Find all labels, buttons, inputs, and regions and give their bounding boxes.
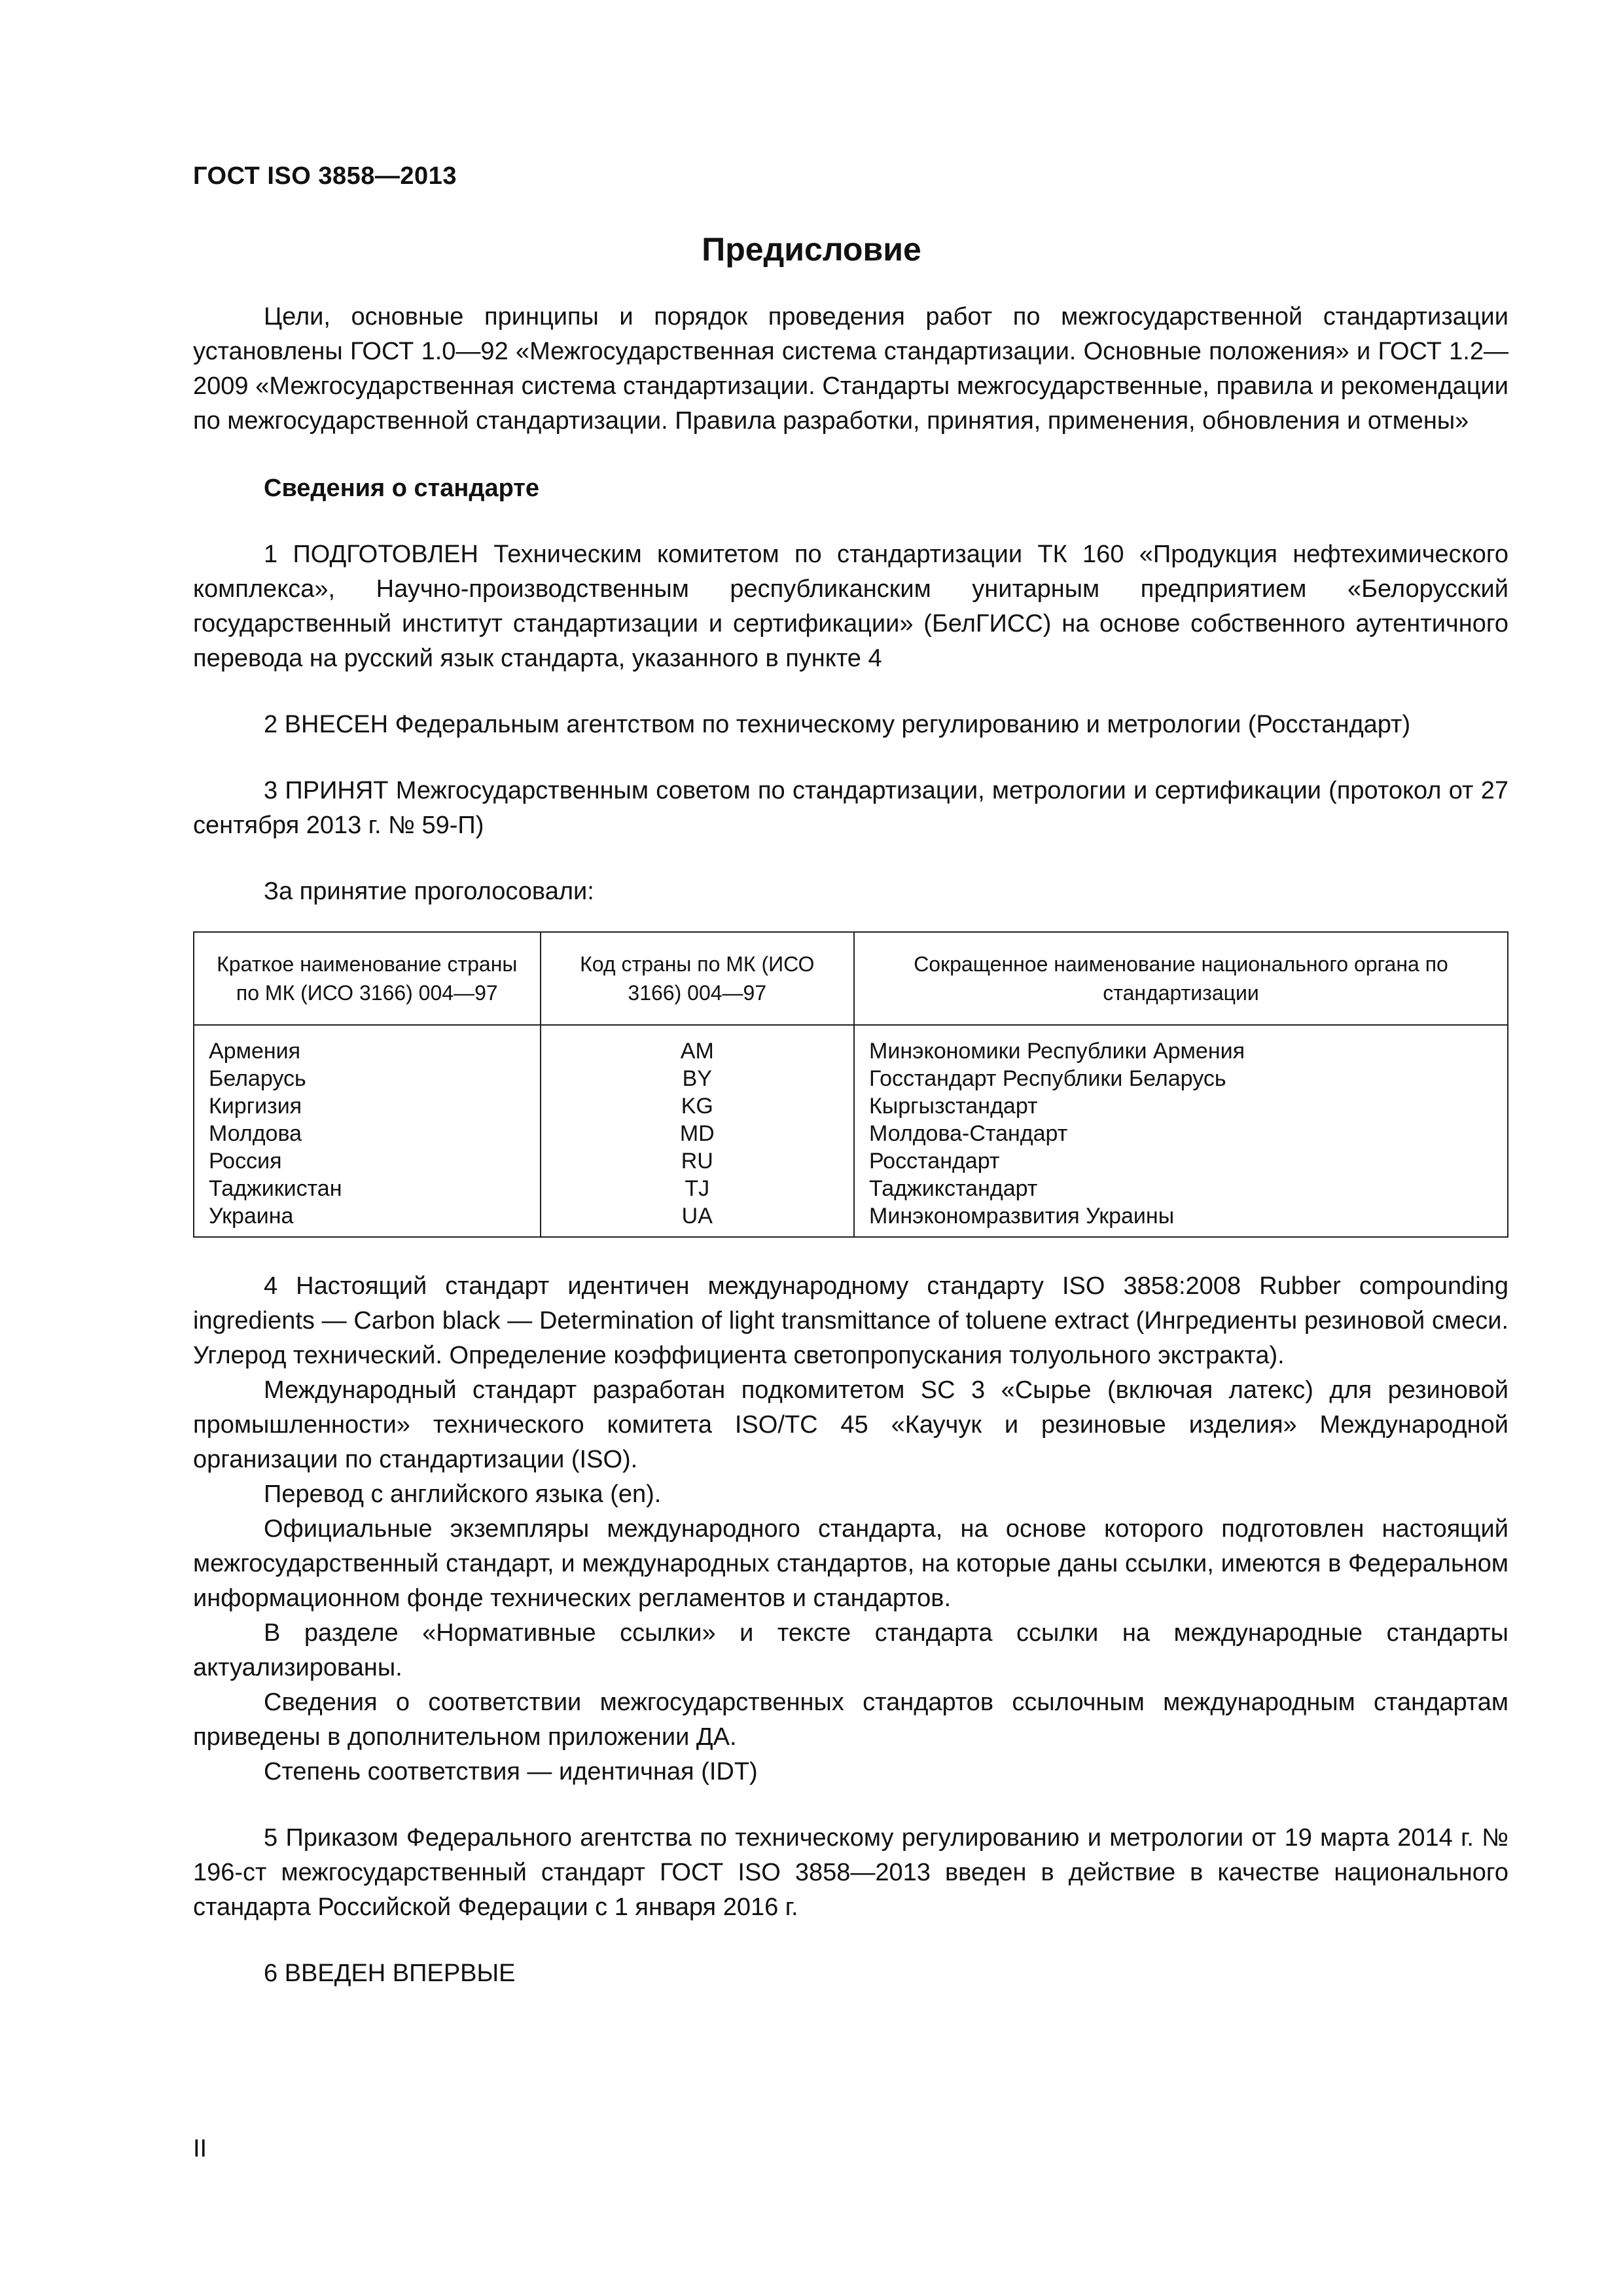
header-country-code: Код страны по МК (ИСО 3166) 004—97 xyxy=(541,932,854,1025)
header-national-body: Сокращенное наименование национального органа по стандартизации xyxy=(854,932,1508,1025)
national-body: Таджикстандарт xyxy=(854,1175,1508,1202)
item-2-paragraph: 2 ВНЕСЕН Федеральным агентством по техническому регулированию и метрологии (Росстандарт) xyxy=(264,711,1411,738)
country-code: AM xyxy=(541,1025,854,1065)
table-row xyxy=(194,1025,1508,1065)
table-row xyxy=(194,1147,1508,1175)
standard-id-header: ГОСТ ISO 3858—2013 xyxy=(193,162,457,190)
country-name: Молдова xyxy=(194,1120,541,1147)
vote-intro: За принятие проголосовали: xyxy=(264,878,594,905)
country-code: KG xyxy=(541,1092,854,1120)
table-row xyxy=(194,1120,1508,1147)
country-name: Киргизия xyxy=(194,1092,541,1120)
country-code: UA xyxy=(541,1202,854,1237)
table-row xyxy=(194,1092,1508,1120)
page-number: II xyxy=(193,2135,207,2162)
country-code: MD xyxy=(541,1120,854,1147)
table-row xyxy=(194,1065,1508,1092)
item-4-translation-note: Перевод с английского языка (en). xyxy=(264,1480,662,1508)
header-country-name: Краткое наименование страны по МК (ИСО 3166) 004—97 xyxy=(194,932,541,1025)
item-1-paragraph: 1 ПОДГОТОВЛЕН Техническим комитетом по стандартизации ТК 160 «Продукция нефтехимического комплекса», Научно-производственным республиканским унитарным предприятием «Белорусский государственный институт стандартизации и сертификации» (БелГИСС) на основе собственного аутентичного перевода на русский язык стандарта, указанного в пункте 4 xyxy=(193,541,1508,672)
item-4-development-note: Международный стандарт разработан подкомитетом SC 3 «Сырье (включая латекс) для резиновой промышленности» технического комитета ISO/TC 45 «Каучук и резиновые изделия» Международной организации по стандартизации (ISO). xyxy=(193,1376,1508,1473)
section-subheading: Сведения о стандарте xyxy=(264,475,540,502)
country-name: Армения xyxy=(194,1025,541,1065)
national-body: Росстандарт xyxy=(854,1147,1508,1175)
country-code: TJ xyxy=(541,1175,854,1202)
national-body: Минэкономики Республики Армения xyxy=(854,1025,1508,1065)
country-name: Таджикистан xyxy=(194,1175,541,1202)
item-3-paragraph: 3 ПРИНЯТ Межгосударственным советом по стандартизации, метрологии и сертификации (протокол от 27 сентября 2013 г. № 59-П) xyxy=(193,777,1508,839)
national-body: Молдова-Стандарт xyxy=(854,1120,1508,1147)
item-4-degree-note: Степень соответствия — идентичная (IDT) xyxy=(264,1758,758,1785)
item-4-references-note: В разделе «Нормативные ссылки» и тексте стандарта ссылки на международные стандарты актуализированы. xyxy=(193,1619,1508,1681)
intro-paragraph: Цели, основные принципы и порядок проведения работ по межгосударственной стандартизации установлены ГОСТ 1.0—92 «Межгосударственная система стандартизации. Основные положения» и ГОСТ 1.2—2009 «Межгосударственная система стандартизации. Стандарты межгосударственные, правила и рекомендации по межгосударственной стандартизации. Правила разработки, принятия, применения, обновления и отмены» xyxy=(193,303,1508,435)
item-4-correspondence-note: Сведения о соответствии межгосударственных стандартов ссылочным международным стандартам приведены в дополнительном приложении ДА. xyxy=(193,1689,1508,1751)
item-6-paragraph: 6 ВВЕДЕН ВПЕРВЫЕ xyxy=(264,1960,516,1987)
country-name: Россия xyxy=(194,1147,541,1175)
voting-table xyxy=(193,931,1508,1238)
item-5-paragraph: 5 Приказом Федерального агентства по техническому регулированию и метрологии от 19 марта 2014 г. № 196-ст межгосударственный стандарт ГОСТ ISO 3858—2013 введен в действие в качестве национального стандарта Российской Федерации с 1 января 2016 г. xyxy=(193,1824,1508,1921)
national-body: Кыргызстандарт xyxy=(854,1092,1508,1120)
table-header-row xyxy=(194,932,1508,1025)
page-title: Предисловие xyxy=(702,231,921,268)
national-body: Госстандарт Республики Беларусь xyxy=(854,1065,1508,1092)
country-name: Украина xyxy=(194,1202,541,1237)
country-code: BY xyxy=(541,1065,854,1092)
table-row xyxy=(194,1175,1508,1202)
country-code: RU xyxy=(541,1147,854,1175)
item-4-paragraph: 4 Настоящий стандарт идентичен международному стандарту ISO 3858:2008 Rubber compounding ingredients — Carbon black — Determination of light transmittance of toluene extract (Ингредиенты резиновой смеси. Углерод технический. Определение коэффициента светопропускания толуольного экстракта). xyxy=(193,1272,1508,1369)
country-name: Беларусь xyxy=(194,1065,541,1092)
table-row xyxy=(194,1202,1508,1237)
item-4-official-copies-note: Официальные экземпляры международного стандарта, на основе которого подготовлен настоящий межгосударственный стандарт, и международных стандартов, на которые даны ссылки, имеются в Федеральном информационном фонде технических регламентов и стандартов. xyxy=(193,1515,1508,1612)
national-body: Минэкономразвития Украины xyxy=(854,1202,1508,1237)
document-body xyxy=(193,300,1508,1991)
